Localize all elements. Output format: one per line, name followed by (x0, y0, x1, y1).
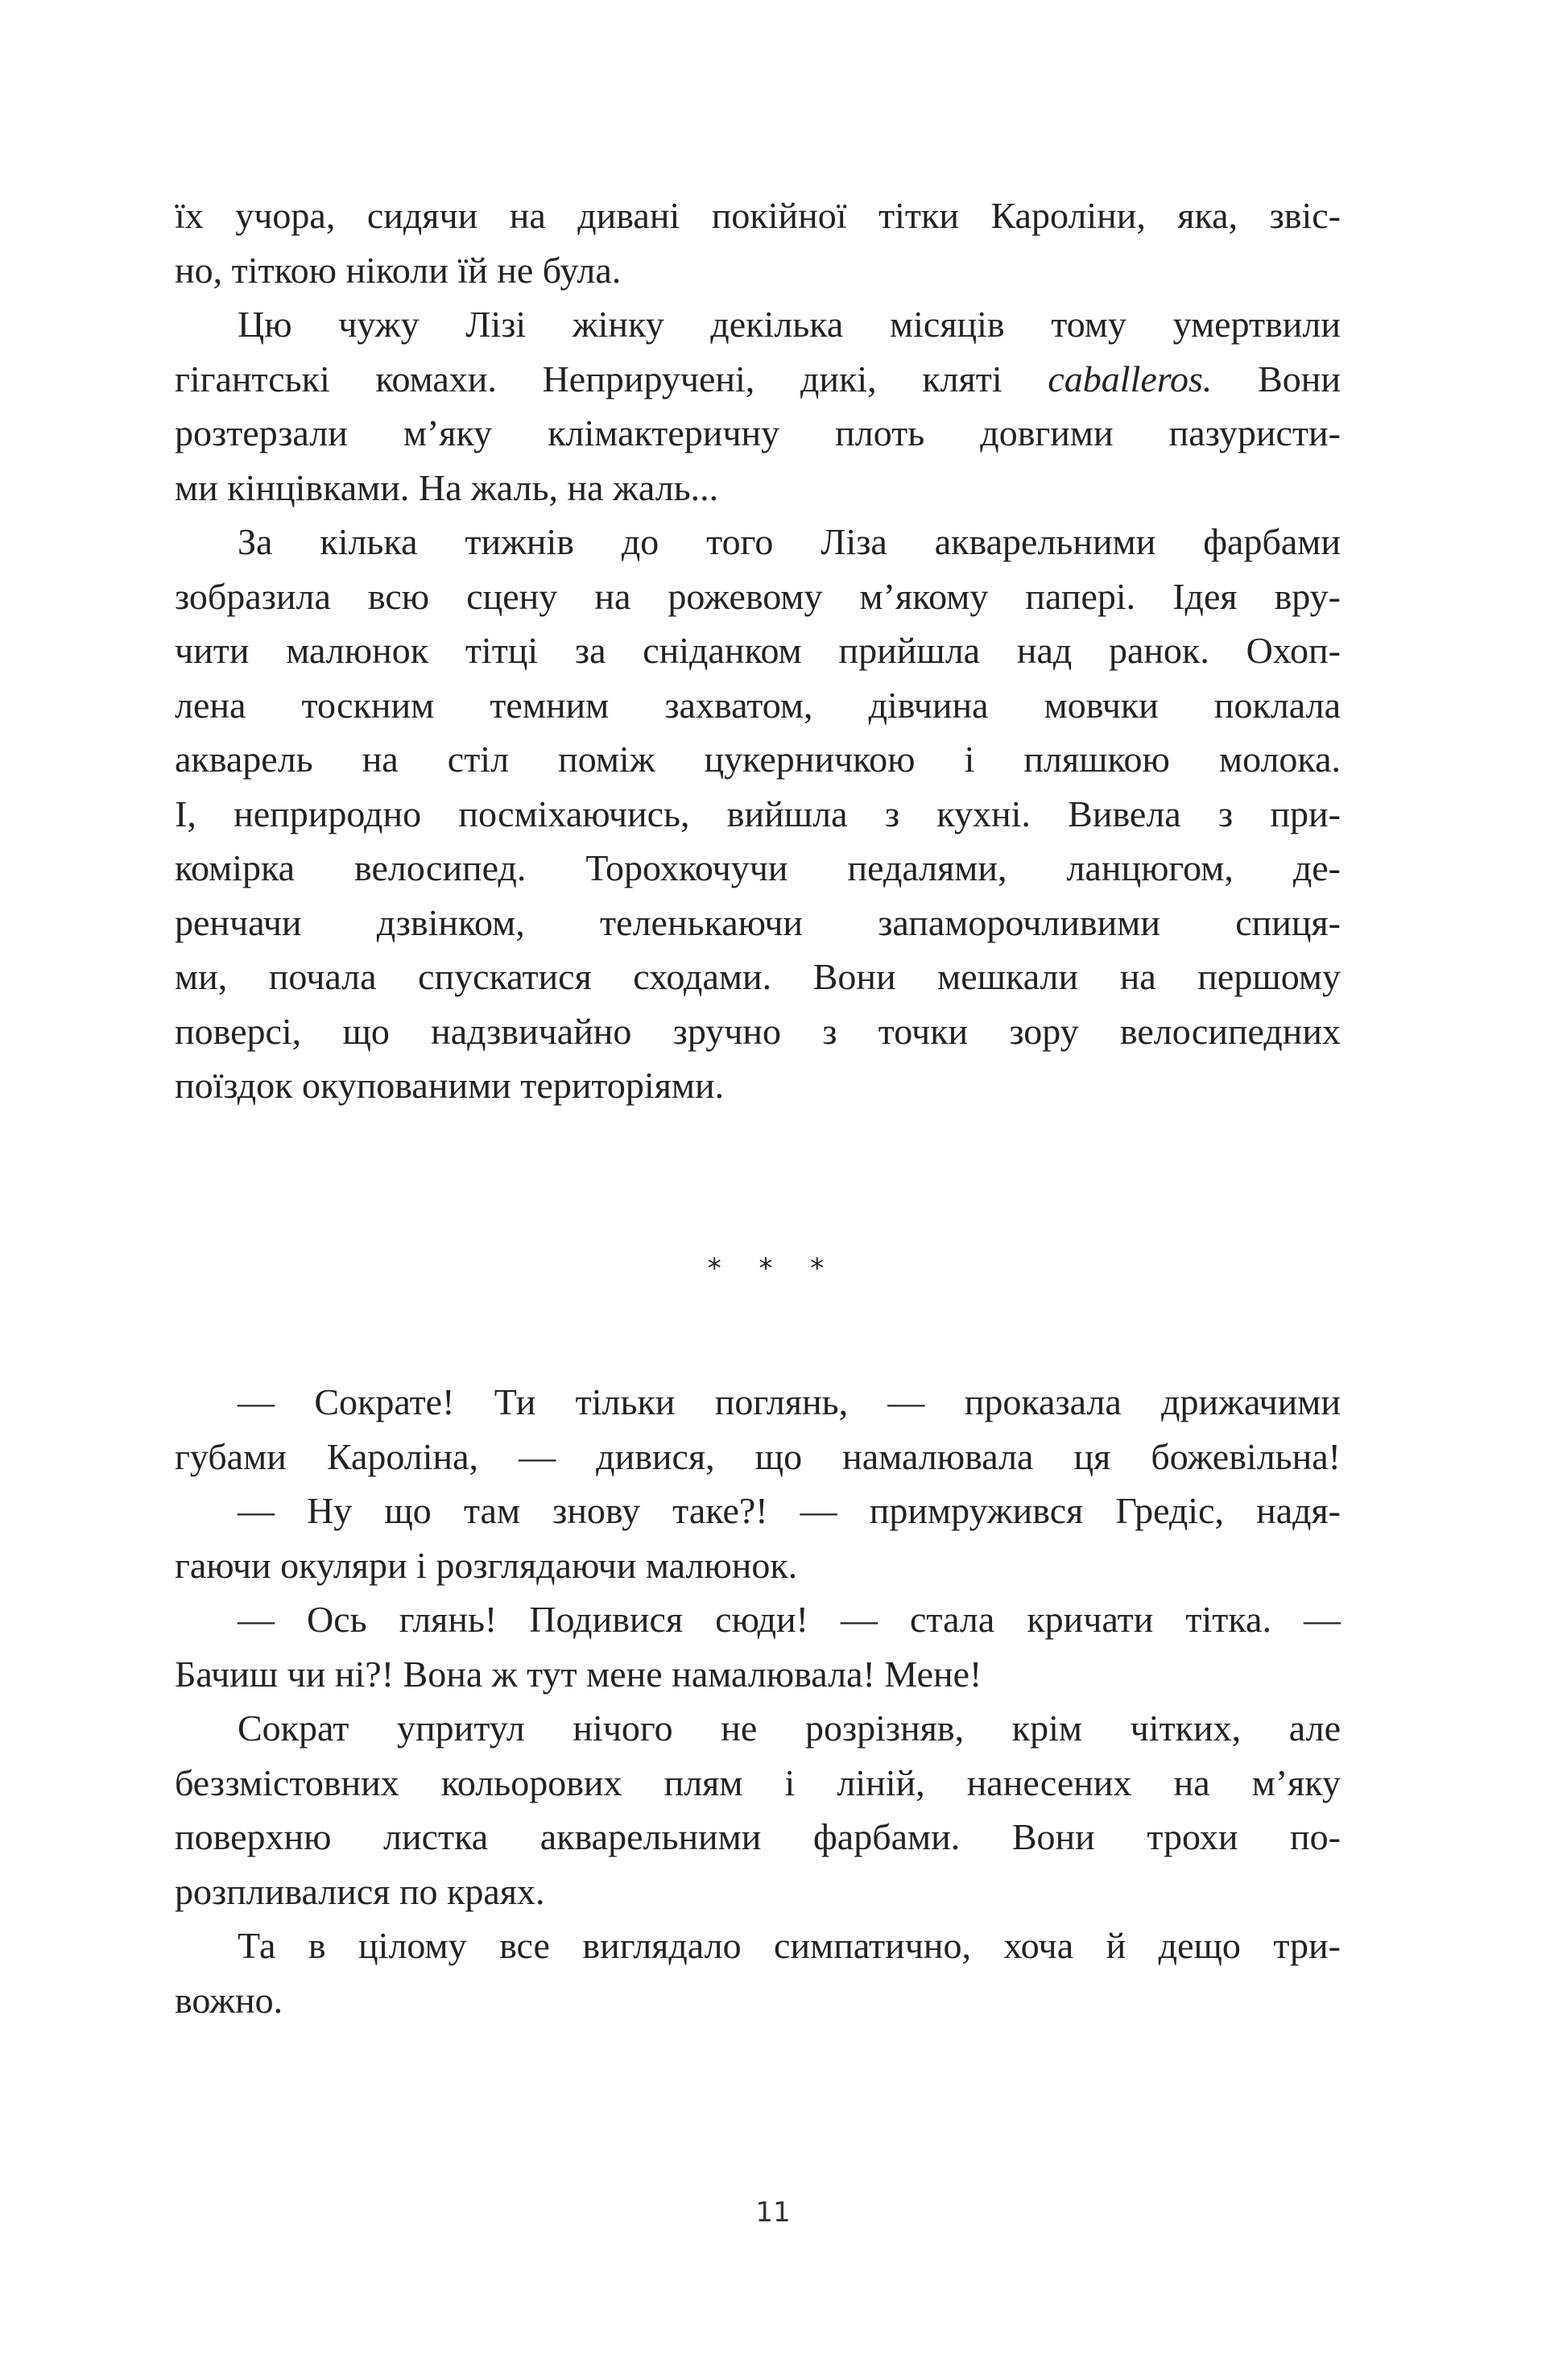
text-line: вожно. (175, 1979, 283, 2021)
text-line: — Сократе! Ти тільки поглянь, — проказала дрижачими (238, 1381, 1341, 1422)
text-line: лена тоскним темним захватом, дівчина мовчки поклала (175, 684, 1341, 726)
text-section-2 (175, 1375, 1341, 2027)
text-line: розпливалися по краях. (175, 1870, 545, 1912)
text-line: зобразила всю сцену на рожевому м’якому папері. Ідея вру- (175, 575, 1341, 617)
text-line: — Ну що там знову таке?! — примружився Гредіс, надя- (238, 1490, 1341, 1531)
text-section-1 (175, 188, 1341, 1113)
section-separator: * * * (707, 1252, 839, 1285)
text-line: За кілька тижнів до того Ліза акварельними фарбами (238, 521, 1341, 562)
text-line: гаючи окуляри і розглядаючи малюнок. (175, 1544, 798, 1586)
page-number: 11 (755, 2196, 791, 2229)
text-line: — Ось глянь! Подивися сюди! — стала кричати тітка. — (238, 1599, 1341, 1640)
text-line (175, 352, 1341, 407)
text-line: ренчачи дзвінком, теленькаючи запаморочливими спиця- (175, 901, 1341, 943)
text-line: чити малюнок тітці за сніданком прийшла над ранок. Охоп- (175, 630, 1341, 671)
text-line: комірка велосипед. Торохкочучи педалями, ланцюгом, де- (175, 847, 1341, 888)
text-line: ми, почала спускатися сходами. Вони мешкали на першому (175, 956, 1341, 997)
text-line: но, тіткою ніколи їй не була. (175, 249, 622, 291)
text-line: їх учора, сидячи на дивані покійної тітки Кароліни, яка, звіс- (175, 195, 1341, 236)
text-line: І, неприродно посміхаючись, вийшла з кухні. Вивела з при- (175, 793, 1341, 834)
text-line: поїздок окупованими територіями. (175, 1065, 725, 1106)
text-line: губами Кароліна, — дивися, що намалювала ця божевільна! (175, 1435, 1341, 1477)
text-line: акварель на стіл поміж цукерничкою і пляшкою молока. (175, 739, 1341, 780)
text-line: ми кінцівками. На жаль, на жаль... (175, 466, 719, 508)
text-line: Сократ упритул нічого не розрізняв, крім чітких, але (238, 1707, 1341, 1749)
text-line: Та в цілому все виглядало симпатично, хоча й дещо три- (238, 1925, 1341, 1966)
text-line: Цю чужу Лізі жінку декілька місяців тому умертвили (238, 304, 1341, 345)
text-line: розтерзали м’яку клімактеричну плоть довгими пазуристи- (175, 412, 1341, 453)
text-line: беззмістовних кольорових плям і ліній, нанесених на м’яку (175, 1761, 1341, 1803)
italic-word: caballeros. (1048, 358, 1213, 399)
text-line: поверсі, що надзвичайно зручно з точки зору велосипедних (175, 1010, 1341, 1052)
text-line: поверхню листка акварельними фарбами. Вони трохи по- (175, 1816, 1341, 1857)
text-fragment: гігантські комахи. Неприручені, дикі, кляті (175, 358, 1002, 399)
text-line: Бачиш чи ні?! Вона ж тут мене намалювала! Мене! (175, 1653, 982, 1695)
text-fragment: Вони (1258, 358, 1341, 399)
